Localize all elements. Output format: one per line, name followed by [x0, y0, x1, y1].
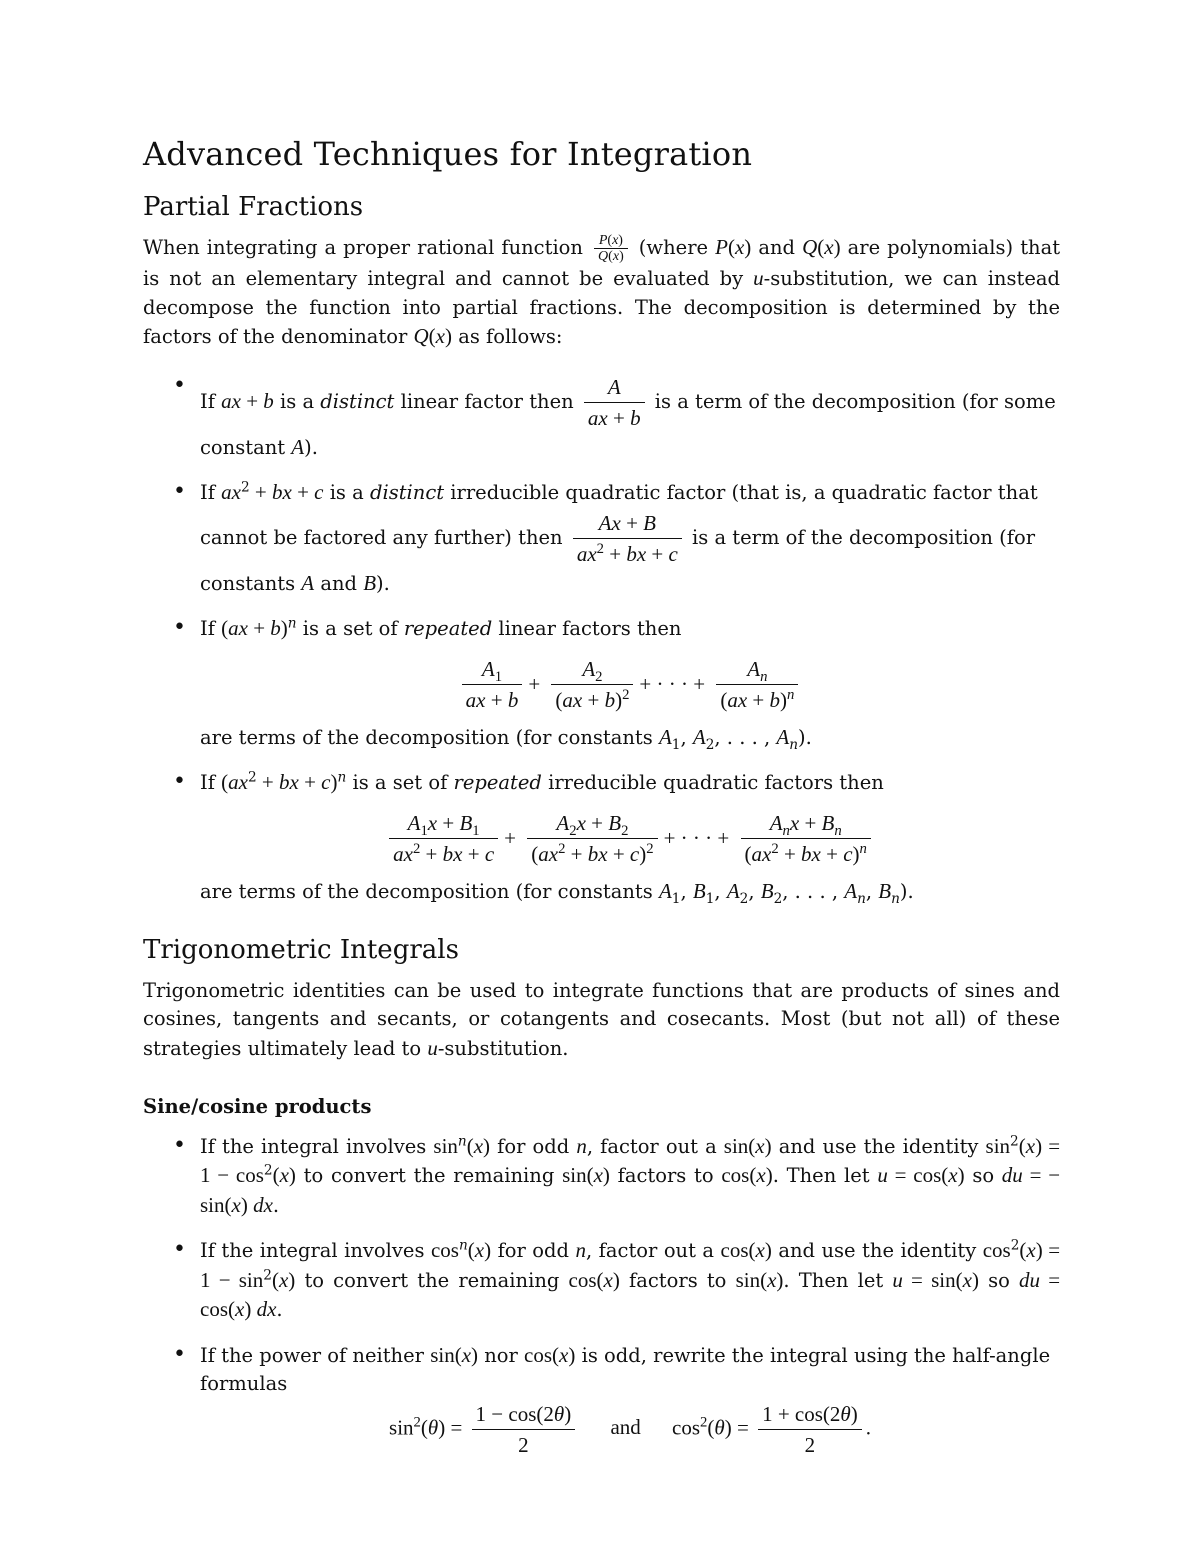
section-heading-partial-fractions: Partial Fractions	[143, 191, 364, 222]
list-item: • If the integral involves $\sin^n(x)$ for odd n, factor out a sin(x) and use the identity $\sin^2(x) = 1 - \cos^2(x)$ to convert the remaining sin(x) factors to cos(x). Then let u = cos(x) so du = − sin(x) dx.	[200, 1132, 1060, 1221]
half-angle-formulas: $\sin^2(\theta)$ = $\frac{1 - \cos(2\theta)}{2}$ and $\cos^2(\theta)$ = $\frac{1 + \cos(2\theta)}{2}$ .	[200, 1399, 1060, 1460]
document-page	[143, 135, 1061, 1476]
fraction-p-over-q: $\frac{P(x)}{Q(x)}$	[594, 233, 628, 264]
section-heading-trig-integrals: Trigonometric Integrals	[143, 935, 459, 965]
fraction-linear-over-quadratic: $\frac{Ax + B}{ax^2 + bx + c}$	[573, 508, 682, 569]
subsection-heading-sine-cosine: Sine/cosine products	[143, 1095, 372, 1118]
list-item: • If the power of neither sin(x) nor cos(x) is odd, rewrite the integral using the half-angle formulas $\sin^2(\theta)$ = $\frac{1 - \cos(2\theta)}{2}$ and $\cos^2(\theta)$ = $\frac{1 + \cos(2\theta)}{2}$ .	[200, 1341, 1060, 1460]
repeated-quadratic-formula: $\frac{A_1x + B_1}{ax^2 + bx + c}$ + $\frac{A_2x + B_2}{(ax^2 + bx + c)^2}$ + · · · + $\frac{A_nx + B_n}{(ax^2 + bx + c)^n}$	[200, 808, 1060, 869]
list-item: • If ($ax^2$ + bx + c)$^n$ is a set of repeated irreducible quadratic factors then $\frac{A_1x + B_1}{ax^2 + bx + c}$ + $\frac{A_2x + B_2}{(ax^2 + bx + c)^2}$ + · · · + $\frac{A_nx + B_n}{(ax^2 + bx + c)^n}$ are terms of the decomposition (for constants $A_1$, $B_1$, $A_2$, $B_2$, . . . , $A_n$, $B_n$).	[200, 768, 1060, 906]
list-item: • If the integral involves $\cos^n(x)$ for odd n, factor out a cos(x) and use the identity $\cos^2(x) = 1 - \sin^2(x)$ to convert the remaining cos(x) factors to sin(x). Then let u = sin(x) so du = cos(x) dx.	[200, 1236, 1060, 1325]
sine-cosine-rules	[143, 1132, 1060, 1460]
partial-fractions-intro: When integrating a proper rational function $\frac{P(x)}{Q(x)}$ (where P(x) and Q(x) are polynomials) that is not an elementary integral and cannot be evaluated by u-substitution, we can instead decompose the function into partial fractions. The decomposition is determined by the factors of the denominator Q(x) as follows:	[143, 233, 1061, 348]
partial-fractions-rules	[143, 372, 1060, 907]
list-item: • If $ax^2$ + bx + c is a distinct irreducible quadratic factor (that is, a quadratic factor that cannot be factored any further) then $\frac{Ax + B}{ax^2 + bx + c}$ is a term of the decomposition (for constants A and B).	[200, 478, 1060, 598]
list-item: • If ax + b is a distinct linear factor then $\frac{A}{ax + b}$ is a term of the decomposition (for some constant A).	[200, 372, 1060, 463]
trig-intro: Trigonometric identities can be used to integrate functions that are products of sines and cosines, tangents and secants, or cotangents and cosecants. Most (but not all) of these strategies ultimately lead to u-substitution.	[143, 978, 1060, 1060]
page-title: Advanced Techniques for Integration	[143, 135, 753, 173]
repeated-linear-formula: $\frac{A_1}{ax + b}$ + $\frac{A_2}{(ax + b)^2}$ + · · · + $\frac{A_n}{(ax + b)^n}$	[200, 654, 1060, 715]
list-item: • If (ax + b)$^n$ is a set of repeated linear factors then $\frac{A_1}{ax + b}$ + $\frac{A_2}{(ax + b)^2}$ + · · · + $\frac{A_n}{(ax + b)^n}$ are terms of the decomposition (for constants $A_1$, $A_2$, . . . , $A_n$).	[200, 614, 1060, 752]
fraction-a-over-linear: $\frac{A}{ax + b}$	[584, 372, 645, 433]
